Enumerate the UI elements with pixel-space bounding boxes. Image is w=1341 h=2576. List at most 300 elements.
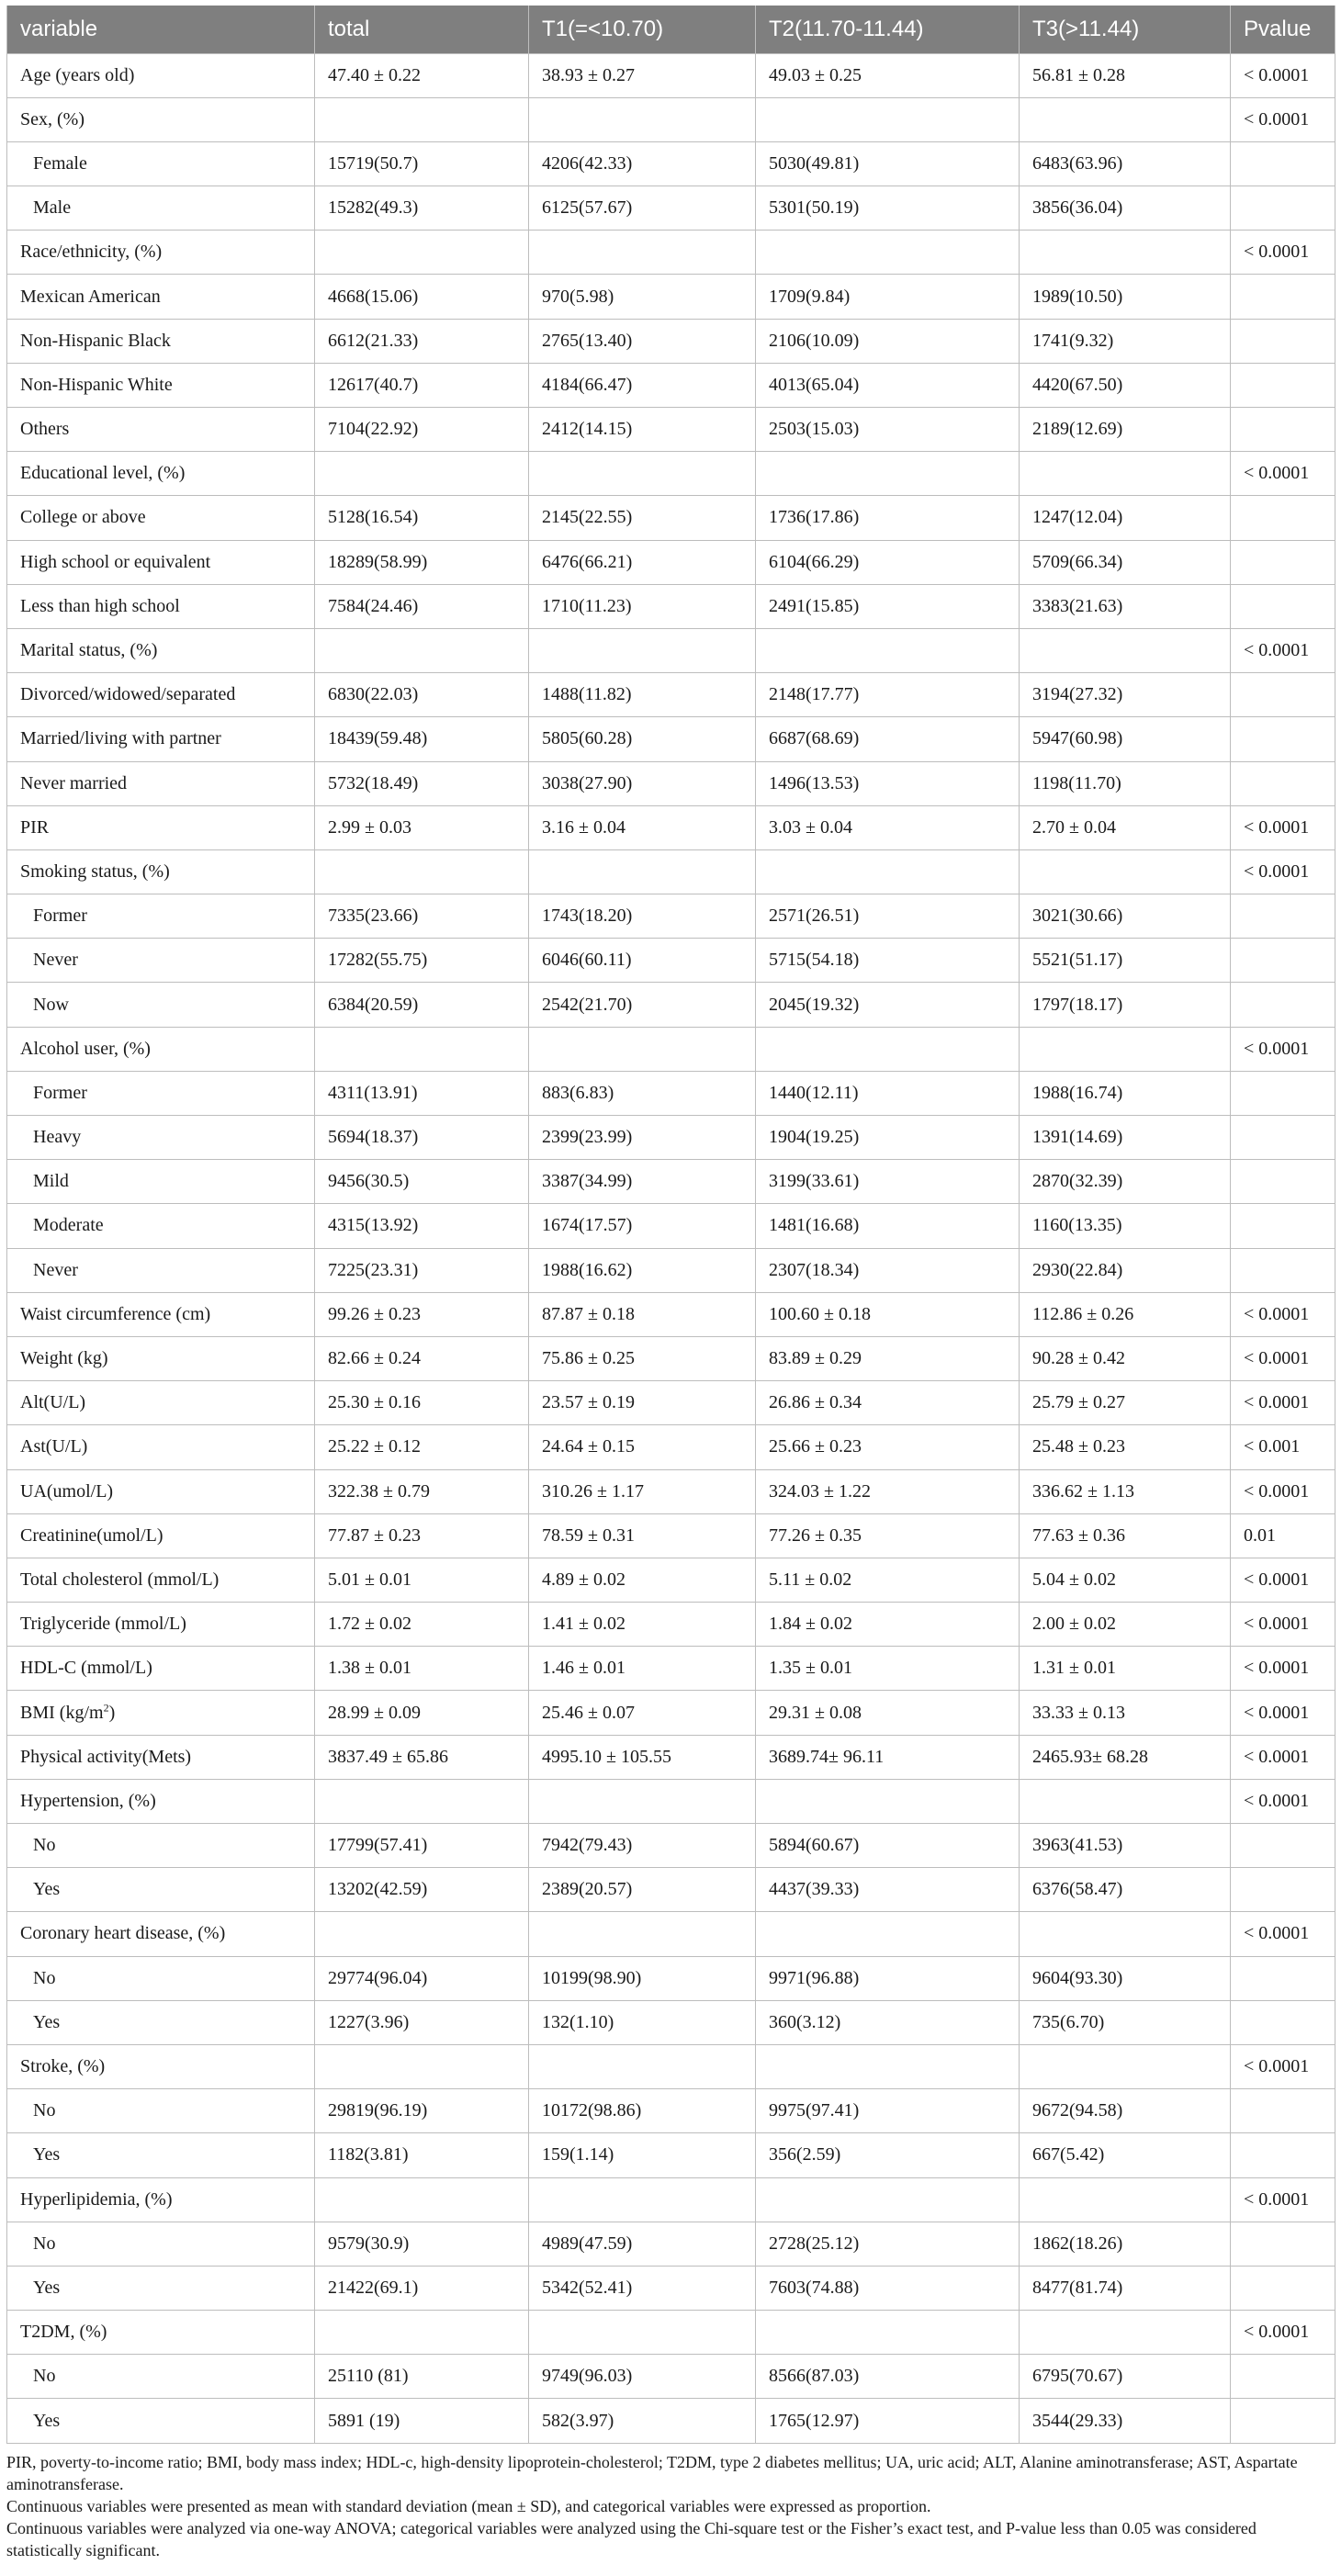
value-cell <box>315 452 529 496</box>
variable-label: Female <box>33 152 87 174</box>
table-row <box>7 2399 1335 2443</box>
variable-label: College or above <box>20 507 146 528</box>
value-cell: 100.60 ± 0.18 <box>756 1292 1020 1336</box>
value-cell <box>529 231 756 275</box>
value-cell: 1391(14.69) <box>1020 1116 1231 1160</box>
variable-cell <box>7 2222 315 2266</box>
value-cell: 21422(69.1) <box>315 2266 529 2310</box>
pvalue-cell <box>1231 408 1335 452</box>
pvalue-cell <box>1231 939 1335 983</box>
value-cell <box>315 97 529 141</box>
variable-cell <box>7 1292 315 1336</box>
value-cell: 9604(93.30) <box>1020 1956 1231 2000</box>
table-row <box>7 1160 1335 1204</box>
table-header <box>7 6 1335 53</box>
variable-label: BMI (kg/m <box>20 1702 104 1723</box>
variable-label: Weight (kg) <box>20 1348 108 1369</box>
value-cell: 4437(39.33) <box>756 1868 1020 1912</box>
variable-label: Physical activity(Mets) <box>20 1746 192 1767</box>
value-cell: 2106(10.09) <box>756 319 1020 363</box>
value-cell: 25.79 ± 0.27 <box>1020 1381 1231 1425</box>
value-cell: 9749(96.03) <box>529 2355 756 2399</box>
pvalue-cell <box>1231 496 1335 540</box>
value-cell: 25.66 ± 0.23 <box>756 1425 1020 1469</box>
header-cell: variable <box>7 6 315 53</box>
pvalue-cell: < 0.0001 <box>1231 1735 1335 1779</box>
value-cell: 3038(27.90) <box>529 761 756 805</box>
value-cell <box>756 1912 1020 1956</box>
value-cell <box>529 2177 756 2222</box>
value-cell: 1496(13.53) <box>756 761 1020 805</box>
pvalue-cell: < 0.0001 <box>1231 1381 1335 1425</box>
value-cell: 9971(96.88) <box>756 1956 1020 2000</box>
value-cell: 324.03 ± 1.22 <box>756 1469 1020 1513</box>
value-cell <box>529 97 756 141</box>
value-cell: 5.04 ± 0.02 <box>1020 1558 1231 1602</box>
value-cell: 7603(74.88) <box>756 2266 1020 2310</box>
value-cell: 1198(11.70) <box>1020 761 1231 805</box>
table-row <box>7 452 1335 496</box>
variable-label: Former <box>33 1082 87 1103</box>
value-cell: 4315(13.92) <box>315 1204 529 1248</box>
table-row <box>7 584 1335 628</box>
variable-label: Educational level, (%) <box>20 463 186 484</box>
value-cell: 2412(14.15) <box>529 408 756 452</box>
variable-cell <box>7 939 315 983</box>
table-row <box>7 1513 1335 1558</box>
variable-cell <box>7 849 315 894</box>
table-row <box>7 97 1335 141</box>
value-cell: 310.26 ± 1.17 <box>529 1469 756 1513</box>
value-cell: 15719(50.7) <box>315 141 529 186</box>
variable-cell <box>7 141 315 186</box>
pvalue-cell <box>1231 141 1335 186</box>
pvalue-cell: < 0.0001 <box>1231 1691 1335 1735</box>
value-cell: 1182(3.81) <box>315 2133 529 2177</box>
value-cell <box>1020 628 1231 672</box>
variable-label: Yes <box>33 2011 61 2032</box>
table-row <box>7 673 1335 717</box>
value-cell: 83.89 ± 0.29 <box>756 1336 1020 1380</box>
value-cell: 17282(55.75) <box>315 939 529 983</box>
value-cell: 3837.49 ± 65.86 <box>315 1735 529 1779</box>
value-cell: 2.99 ± 0.03 <box>315 805 529 849</box>
value-cell: 3689.74± 96.11 <box>756 1735 1020 1779</box>
pvalue-cell <box>1231 2089 1335 2133</box>
value-cell: 4311(13.91) <box>315 1071 529 1115</box>
variable-label: Yes <box>33 2144 61 2165</box>
header-cell: T2(11.70-11.44) <box>756 6 1020 53</box>
variable-label: Non-Hispanic Black <box>20 330 171 351</box>
value-cell: 24.64 ± 0.15 <box>529 1425 756 1469</box>
pvalue-cell <box>1231 2266 1335 2310</box>
value-cell: 2307(18.34) <box>756 1248 1020 1292</box>
variable-cell <box>7 363 315 407</box>
value-cell: 90.28 ± 0.42 <box>1020 1336 1231 1380</box>
table-row <box>7 2177 1335 2222</box>
value-cell: 1.41 ± 0.02 <box>529 1603 756 1647</box>
pvalue-cell <box>1231 673 1335 717</box>
table-row <box>7 53 1335 97</box>
variable-cell <box>7 1558 315 1602</box>
value-cell <box>529 452 756 496</box>
pvalue-cell <box>1231 2000 1335 2044</box>
table-row <box>7 1425 1335 1469</box>
value-cell: 78.59 ± 0.31 <box>529 1513 756 1558</box>
table-row <box>7 275 1335 319</box>
value-cell: 4013(65.04) <box>756 363 1020 407</box>
variable-superscript: 2 <box>103 1700 109 1714</box>
pvalue-cell: < 0.0001 <box>1231 231 1335 275</box>
value-cell <box>756 2177 1020 2222</box>
value-cell: 9975(97.41) <box>756 2089 1020 2133</box>
variable-label: UA(umol/L) <box>20 1480 114 1502</box>
table-row <box>7 496 1335 540</box>
table-row <box>7 1071 1335 1115</box>
value-cell: 1904(19.25) <box>756 1116 1020 1160</box>
variable-cell <box>7 628 315 672</box>
value-cell <box>529 2044 756 2088</box>
value-cell: 1862(18.26) <box>1020 2222 1231 2266</box>
pvalue-cell <box>1231 319 1335 363</box>
value-cell: 2870(32.39) <box>1020 1160 1231 1204</box>
value-cell: 38.93 ± 0.27 <box>529 53 756 97</box>
variable-label: No <box>33 2100 56 2121</box>
value-cell <box>315 1027 529 1071</box>
variable-label: Coronary heart disease, (%) <box>20 1923 226 1944</box>
value-cell: 6125(57.67) <box>529 186 756 231</box>
variable-label: Never married <box>20 772 128 793</box>
value-cell: 29774(96.04) <box>315 1956 529 2000</box>
value-cell: 1674(17.57) <box>529 1204 756 1248</box>
value-cell: 1247(12.04) <box>1020 496 1231 540</box>
table-row <box>7 141 1335 186</box>
value-cell: 3199(33.61) <box>756 1160 1020 1204</box>
variable-label: Alt(U/L) <box>20 1392 86 1413</box>
variable-label: No <box>33 2366 56 2387</box>
value-cell: 1736(17.86) <box>756 496 1020 540</box>
pvalue-cell: < 0.0001 <box>1231 2044 1335 2088</box>
value-cell: 5030(49.81) <box>756 141 1020 186</box>
variable-label: Smoking status, (%) <box>20 861 170 882</box>
variable-cell <box>7 2311 315 2355</box>
value-cell: 17799(57.41) <box>315 1824 529 1868</box>
table-row <box>7 805 1335 849</box>
table-row <box>7 2133 1335 2177</box>
value-cell: 29819(96.19) <box>315 2089 529 2133</box>
variable-cell <box>7 1116 315 1160</box>
variable-cell <box>7 1248 315 1292</box>
value-cell: 10199(98.90) <box>529 1956 756 2000</box>
pvalue-cell <box>1231 1160 1335 1204</box>
value-cell <box>1020 2311 1231 2355</box>
value-cell: 6795(70.67) <box>1020 2355 1231 2399</box>
variable-label: T2DM, (%) <box>20 2322 107 2343</box>
value-cell: 23.57 ± 0.19 <box>529 1381 756 1425</box>
variable-cell <box>7 805 315 849</box>
table-row <box>7 319 1335 363</box>
pvalue-cell <box>1231 761 1335 805</box>
value-cell: 5342(52.41) <box>529 2266 756 2310</box>
value-cell: 7335(23.66) <box>315 894 529 939</box>
value-cell: 4989(47.59) <box>529 2222 756 2266</box>
value-cell: 2765(13.40) <box>529 319 756 363</box>
variable-cell <box>7 1912 315 1956</box>
table-row <box>7 1204 1335 1248</box>
variable-label: Hypertension, (%) <box>20 1790 156 1811</box>
header-cell: T3(>11.44) <box>1020 6 1231 53</box>
variable-cell <box>7 1691 315 1735</box>
value-cell: 18439(59.48) <box>315 717 529 761</box>
variable-label: Alcohol user, (%) <box>20 1038 151 1059</box>
value-cell: 49.03 ± 0.25 <box>756 53 1020 97</box>
variable-label: No <box>33 2233 56 2254</box>
value-cell: 2.70 ± 0.04 <box>1020 805 1231 849</box>
value-cell: 2389(20.57) <box>529 1868 756 1912</box>
value-cell: 883(6.83) <box>529 1071 756 1115</box>
value-cell: 2.00 ± 0.02 <box>1020 1603 1231 1647</box>
value-cell: 1710(11.23) <box>529 584 756 628</box>
value-cell: 7584(24.46) <box>315 584 529 628</box>
value-cell: 4206(42.33) <box>529 141 756 186</box>
variable-cell <box>7 584 315 628</box>
pvalue-cell <box>1231 1116 1335 1160</box>
variable-label: Stroke, (%) <box>20 2056 106 2077</box>
value-cell: 1765(12.97) <box>756 2399 1020 2443</box>
value-cell: 2542(21.70) <box>529 983 756 1027</box>
value-cell: 7225(23.31) <box>315 1248 529 1292</box>
variable-label: Heavy <box>33 1127 82 1148</box>
value-cell: 4.89 ± 0.02 <box>529 1558 756 1602</box>
value-cell: 3021(30.66) <box>1020 894 1231 939</box>
value-cell: 1.72 ± 0.02 <box>315 1603 529 1647</box>
value-cell <box>529 2311 756 2355</box>
table-row <box>7 628 1335 672</box>
value-cell <box>529 1912 756 1956</box>
pvalue-cell <box>1231 2355 1335 2399</box>
pvalue-cell: < 0.0001 <box>1231 628 1335 672</box>
table-row <box>7 717 1335 761</box>
table-row <box>7 2355 1335 2399</box>
variable-cell <box>7 1779 315 1823</box>
pvalue-cell: < 0.0001 <box>1231 1558 1335 1602</box>
value-cell: 3.03 ± 0.04 <box>756 805 1020 849</box>
value-cell <box>756 1779 1020 1823</box>
variable-label: Total cholesterol (mmol/L) <box>20 1569 220 1590</box>
value-cell: 6384(20.59) <box>315 983 529 1027</box>
value-cell: 5128(16.54) <box>315 496 529 540</box>
value-cell <box>315 1912 529 1956</box>
table-row <box>7 408 1335 452</box>
pvalue-cell: < 0.0001 <box>1231 452 1335 496</box>
variable-cell <box>7 1603 315 1647</box>
pvalue-cell <box>1231 2399 1335 2443</box>
value-cell: 1.84 ± 0.02 <box>756 1603 1020 1647</box>
value-cell: 1741(9.32) <box>1020 319 1231 363</box>
pvalue-cell: < 0.0001 <box>1231 1469 1335 1513</box>
value-cell: 2571(26.51) <box>756 894 1020 939</box>
value-cell: 5947(60.98) <box>1020 717 1231 761</box>
value-cell: 77.63 ± 0.36 <box>1020 1513 1231 1558</box>
value-cell: 75.86 ± 0.25 <box>529 1336 756 1380</box>
value-cell: 47.40 ± 0.22 <box>315 53 529 97</box>
variable-cell <box>7 2133 315 2177</box>
variable-label: Less than high school <box>20 595 180 616</box>
value-cell: 25.30 ± 0.16 <box>315 1381 529 1425</box>
pvalue-cell <box>1231 1071 1335 1115</box>
value-cell: 4184(66.47) <box>529 363 756 407</box>
table-row <box>7 983 1335 1027</box>
value-cell: 667(5.42) <box>1020 2133 1231 2177</box>
variable-label: Mild <box>33 1171 69 1192</box>
table-row <box>7 1647 1335 1691</box>
value-cell: 159(1.14) <box>529 2133 756 2177</box>
variable-cell <box>7 452 315 496</box>
value-cell <box>756 628 1020 672</box>
variable-label: Mexican American <box>20 286 161 307</box>
variable-label: Creatinine(umol/L) <box>20 1524 163 1546</box>
variable-cell <box>7 1071 315 1115</box>
table-row <box>7 1027 1335 1071</box>
variable-label: Others <box>20 419 70 440</box>
pvalue-cell: < 0.0001 <box>1231 1603 1335 1647</box>
table-row <box>7 2222 1335 2266</box>
value-cell: 4995.10 ± 105.55 <box>529 1735 756 1779</box>
variable-label: Male <box>33 197 72 219</box>
table-row <box>7 2044 1335 2088</box>
value-cell: 9672(94.58) <box>1020 2089 1231 2133</box>
variable-cell <box>7 496 315 540</box>
pvalue-cell: < 0.0001 <box>1231 849 1335 894</box>
table-row <box>7 1248 1335 1292</box>
value-cell <box>315 2177 529 2222</box>
variable-label: Yes <box>33 2277 61 2298</box>
value-cell: 29.31 ± 0.08 <box>756 1691 1020 1735</box>
variable-label: Non-Hispanic White <box>20 374 173 395</box>
value-cell: 2399(23.99) <box>529 1116 756 1160</box>
pvalue-cell: < 0.0001 <box>1231 1336 1335 1380</box>
table-row <box>7 2089 1335 2133</box>
value-cell: 4420(67.50) <box>1020 363 1231 407</box>
value-cell: 2491(15.85) <box>756 584 1020 628</box>
variable-cell <box>7 894 315 939</box>
table-row <box>7 1868 1335 1912</box>
pvalue-cell: 0.01 <box>1231 1513 1335 1558</box>
value-cell: 360(3.12) <box>756 2000 1020 2044</box>
value-cell: 4668(15.06) <box>315 275 529 319</box>
value-cell: 2728(25.12) <box>756 2222 1020 2266</box>
value-cell: 1743(18.20) <box>529 894 756 939</box>
pvalue-cell <box>1231 1248 1335 1292</box>
footnote-presentation: Continuous variables were presented as mean with standard deviation (mean ± SD), and categorical variables were expressed as proportion. <box>6 2496 931 2515</box>
table-row <box>7 1912 1335 1956</box>
table-body <box>7 53 1335 2443</box>
pvalue-cell <box>1231 894 1335 939</box>
table-row <box>7 231 1335 275</box>
variable-label: Never <box>33 1259 78 1280</box>
pvalue-cell: < 0.0001 <box>1231 53 1335 97</box>
variable-cell <box>7 2399 315 2443</box>
variable-cell <box>7 1336 315 1380</box>
value-cell: 26.86 ± 0.34 <box>756 1381 1020 1425</box>
value-cell <box>1020 1779 1231 1823</box>
table-row <box>7 1292 1335 1336</box>
value-cell <box>529 628 756 672</box>
value-cell: 6612(21.33) <box>315 319 529 363</box>
table-row <box>7 1116 1335 1160</box>
variable-label: Hyperlipidemia, (%) <box>20 2188 173 2210</box>
value-cell: 582(3.97) <box>529 2399 756 2443</box>
value-cell <box>1020 97 1231 141</box>
value-cell: 1227(3.96) <box>315 2000 529 2044</box>
value-cell <box>315 231 529 275</box>
value-cell: 1.35 ± 0.01 <box>756 1647 1020 1691</box>
value-cell: 8566(87.03) <box>756 2355 1020 2399</box>
value-cell <box>756 1027 1020 1071</box>
variable-label: No <box>33 1835 56 1856</box>
header-cell: T1(=<10.70) <box>529 6 756 53</box>
variable-cell <box>7 983 315 1027</box>
value-cell: 5715(54.18) <box>756 939 1020 983</box>
value-cell: 1709(9.84) <box>756 275 1020 319</box>
pvalue-cell <box>1231 186 1335 231</box>
value-cell: 6376(58.47) <box>1020 1868 1231 1912</box>
variable-label: Triglyceride (mmol/L) <box>20 1614 186 1635</box>
value-cell <box>315 2044 529 2088</box>
variable-cell <box>7 1647 315 1691</box>
value-cell: 2465.93± 68.28 <box>1020 1735 1231 1779</box>
pvalue-cell: < 0.0001 <box>1231 1647 1335 1691</box>
table-row <box>7 894 1335 939</box>
value-cell <box>315 1779 529 1823</box>
variable-label: Age (years old) <box>20 64 135 85</box>
variable-label: No <box>33 1967 56 1988</box>
value-cell: 112.86 ± 0.26 <box>1020 1292 1231 1336</box>
pvalue-cell: < 0.0001 <box>1231 1779 1335 1823</box>
pvalue-cell: < 0.0001 <box>1231 1912 1335 1956</box>
variable-label: Waist circumference (cm) <box>20 1303 211 1324</box>
value-cell: 970(5.98) <box>529 275 756 319</box>
value-cell: 2145(22.55) <box>529 496 756 540</box>
variable-cell <box>7 275 315 319</box>
variable-cell <box>7 1469 315 1513</box>
variable-label: Moderate <box>33 1215 104 1236</box>
pvalue-cell: < 0.0001 <box>1231 2311 1335 2355</box>
value-cell: 2503(15.03) <box>756 408 1020 452</box>
value-cell: 1988(16.62) <box>529 1248 756 1292</box>
value-cell: 5732(18.49) <box>315 761 529 805</box>
value-cell <box>1020 1912 1231 1956</box>
value-cell: 15282(49.3) <box>315 186 529 231</box>
baseline-characteristics-table <box>6 6 1335 2444</box>
value-cell: 6830(22.03) <box>315 673 529 717</box>
value-cell: 735(6.70) <box>1020 2000 1231 2044</box>
value-cell: 77.87 ± 0.23 <box>315 1513 529 1558</box>
value-cell: 3963(41.53) <box>1020 1824 1231 1868</box>
pvalue-cell <box>1231 363 1335 407</box>
table-row <box>7 1735 1335 1779</box>
table-row <box>7 1558 1335 1602</box>
pvalue-cell: < 0.0001 <box>1231 805 1335 849</box>
value-cell: 6046(60.11) <box>529 939 756 983</box>
pvalue-cell: < 0.0001 <box>1231 97 1335 141</box>
variable-label: Sex, (%) <box>20 108 85 129</box>
table-row <box>7 849 1335 894</box>
variable-label: Yes <box>33 1879 61 1900</box>
value-cell: 6476(66.21) <box>529 540 756 584</box>
value-cell: 87.87 ± 0.18 <box>529 1292 756 1336</box>
table-row <box>7 540 1335 584</box>
